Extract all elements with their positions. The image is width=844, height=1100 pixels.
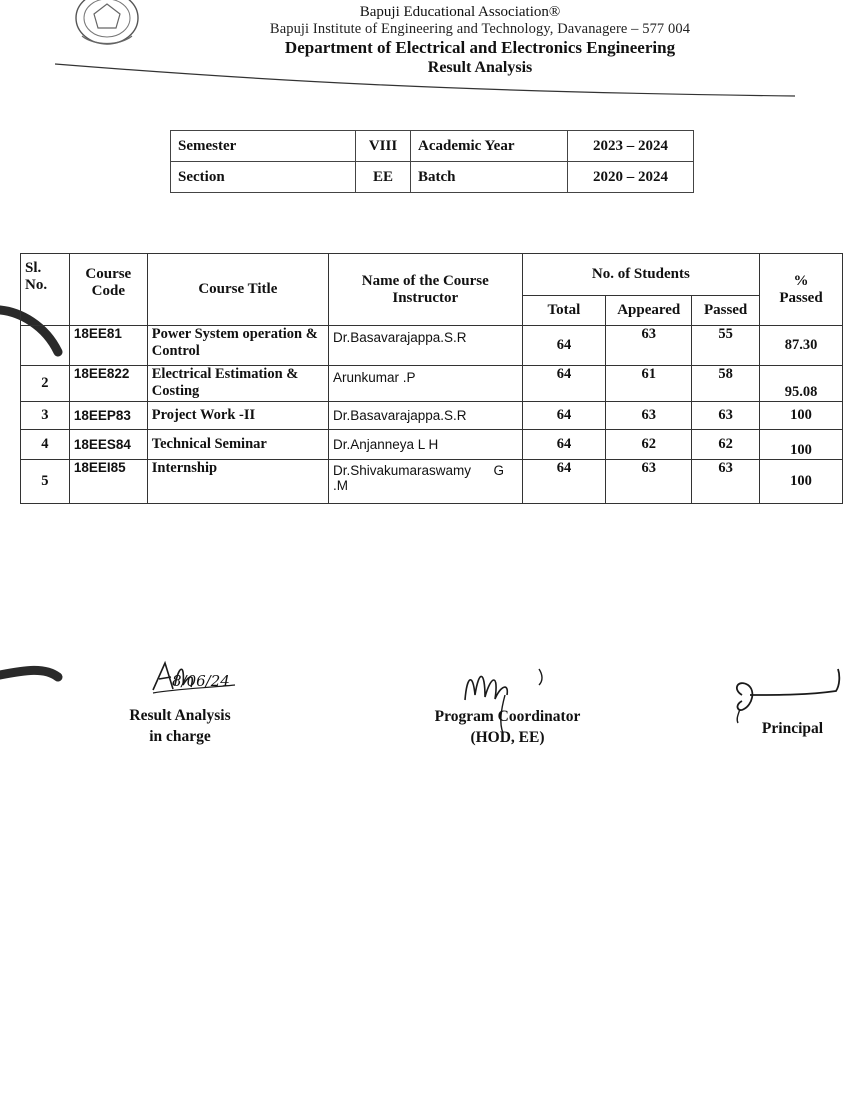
row-course-code: 18EEI85 bbox=[69, 460, 147, 504]
report-title: Result Analysis bbox=[427, 59, 533, 76]
row-appeared: 61 bbox=[606, 366, 692, 402]
header-appeared: Appeared bbox=[606, 296, 692, 326]
label-line1: Result Analysis bbox=[129, 707, 231, 724]
row-instructor: Dr.Basavarajappa.S.R bbox=[328, 402, 522, 430]
row-instructor: Arunkumar .P bbox=[328, 366, 522, 402]
row-sl: 3 bbox=[21, 402, 70, 430]
table-row bbox=[21, 460, 843, 504]
header-no-of-students: No. of Students bbox=[522, 254, 759, 296]
row-total: 64 bbox=[522, 402, 606, 430]
result-analysis-incharge-label bbox=[100, 705, 260, 747]
label-line1: Program Coordinator bbox=[434, 708, 581, 725]
association-name: Bapuji Educational Association® bbox=[359, 4, 561, 20]
academic-year-label: Academic Year bbox=[411, 131, 568, 162]
row-passed: 62 bbox=[692, 430, 760, 460]
row-total: 64 bbox=[522, 430, 606, 460]
row-sl: 4 bbox=[21, 430, 70, 460]
row-percent: 87.30 bbox=[760, 326, 843, 366]
institution-seal-logo bbox=[72, 0, 142, 48]
section-value: EE bbox=[356, 162, 411, 193]
result-analysis-table bbox=[20, 253, 843, 504]
institute-name: Bapuji Institute of Engineering and Technology, Davanagere – 577 004 bbox=[269, 21, 691, 37]
row-passed: 63 bbox=[692, 460, 760, 504]
row-course-code: 18EE81 bbox=[69, 326, 147, 366]
academic-year-value: 2023 – 2024 bbox=[568, 131, 694, 162]
row-course-code: 18EES84 bbox=[69, 430, 147, 460]
row-percent: 100 bbox=[760, 460, 843, 504]
header-passed: Passed bbox=[692, 296, 760, 326]
row-course-title: Power System operation & Control bbox=[147, 326, 328, 366]
semester-info-table bbox=[170, 130, 694, 193]
row-total: 64 bbox=[522, 326, 606, 366]
program-coordinator-label bbox=[415, 706, 600, 748]
row-sl: 2 bbox=[21, 366, 70, 402]
table-row bbox=[21, 326, 843, 366]
row-course-title: Electrical Estimation & Costing bbox=[147, 366, 328, 402]
row-course-code: 18EE822 bbox=[69, 366, 147, 402]
table-row bbox=[21, 366, 843, 402]
label-line1: Principal bbox=[761, 720, 824, 737]
row-course-title: Internship bbox=[147, 460, 328, 504]
row-total: 64 bbox=[522, 460, 606, 504]
label-line2: (HOD, EE) bbox=[470, 729, 545, 746]
header-course-title: Course Title bbox=[147, 254, 328, 326]
row-instructor: Dr.Anjanneya L H bbox=[328, 430, 522, 460]
row-course-title: Project Work -II bbox=[147, 402, 328, 430]
department-name: Department of Electrical and Electronics Engineering bbox=[284, 38, 676, 57]
header-percent-passed: % Passed bbox=[760, 254, 843, 326]
batch-value: 2020 – 2024 bbox=[568, 162, 694, 193]
row-appeared: 63 bbox=[606, 460, 692, 504]
row-instructor: Dr.Shivakumaraswamy G .M bbox=[328, 460, 522, 504]
row-course-code: 18EEP83 bbox=[69, 402, 147, 430]
binder-ring-bottom bbox=[0, 655, 70, 725]
table-row bbox=[21, 402, 843, 430]
row-appeared: 63 bbox=[606, 326, 692, 366]
row-course-title: Technical Seminar bbox=[147, 430, 328, 460]
row-appeared: 63 bbox=[606, 402, 692, 430]
row-appeared: 62 bbox=[606, 430, 692, 460]
principal-signature bbox=[728, 665, 844, 725]
row-percent: 95.08 bbox=[760, 366, 843, 402]
row-percent: 100 bbox=[760, 430, 843, 460]
row-percent: 100 bbox=[760, 402, 843, 430]
label-line2: in charge bbox=[149, 728, 211, 745]
section-label: Section bbox=[171, 162, 356, 193]
semester-value: VIII bbox=[356, 131, 411, 162]
row-total: 64 bbox=[522, 366, 606, 402]
header-course-code: Course Code bbox=[69, 254, 147, 326]
row-passed: 55 bbox=[692, 326, 760, 366]
signature-date: 8/06/24 bbox=[172, 672, 230, 690]
header-course-instructor: Name of the Course Instructor bbox=[328, 254, 522, 326]
header-total: Total bbox=[522, 296, 606, 326]
semester-label: Semester bbox=[171, 131, 356, 162]
header-rule bbox=[55, 60, 795, 102]
row-instructor: Dr.Basavarajappa.S.R bbox=[328, 326, 522, 366]
row-passed: 63 bbox=[692, 402, 760, 430]
batch-label: Batch bbox=[411, 162, 568, 193]
row-sl: 5 bbox=[21, 460, 70, 504]
table-row bbox=[21, 430, 843, 460]
row-sl bbox=[21, 326, 70, 366]
principal-label bbox=[745, 718, 840, 739]
row-passed: 58 bbox=[692, 366, 760, 402]
header-sl: Sl. No. bbox=[21, 254, 70, 326]
